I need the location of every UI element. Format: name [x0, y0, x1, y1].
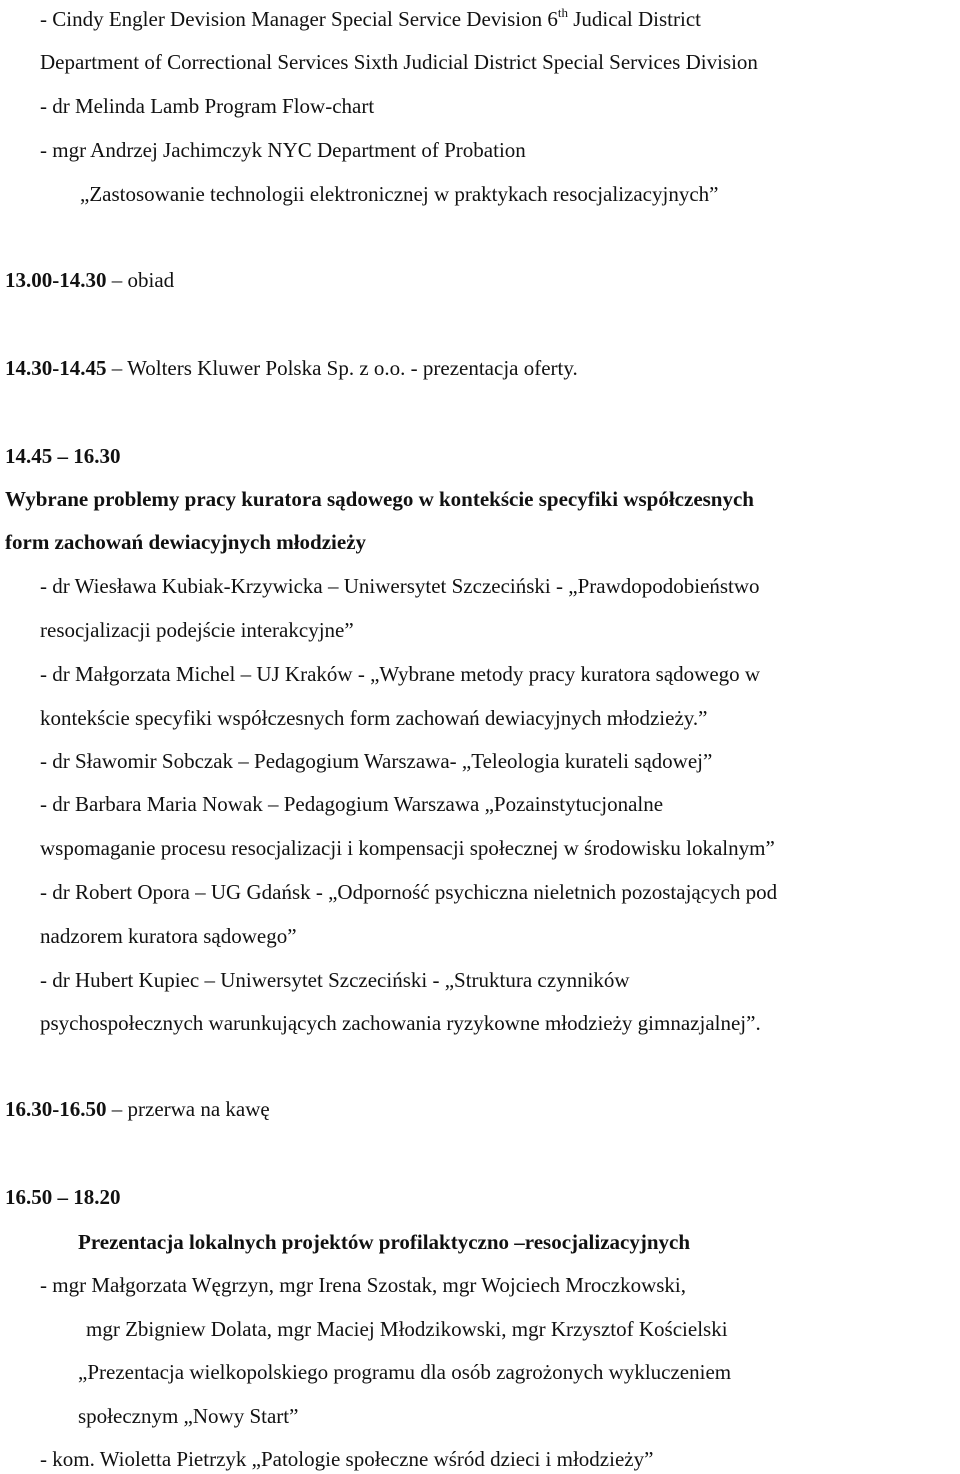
talk-pietrzyk: - kom. Wioletta Pietrzyk „Patologie społeczne wśród dzieci i młodzieży”: [40, 1447, 654, 1471]
session-lunch: [5, 270, 174, 291]
session-time: 14.30-14.45: [5, 356, 107, 380]
talk-kupiec-cont: psychospołecznych warunkujących zachowania ryzykowne młodzieży gimnazjalnej”.: [40, 1011, 761, 1035]
speaker-affiliation: Department of Correctional Services Sixth Judicial District Special Services Division: [40, 50, 758, 74]
session-coffee: [5, 1099, 270, 1120]
session-title-projects: Prezentacja lokalnych projektów profilaktyczno –resocjalizacyjnych: [78, 1230, 691, 1254]
session-text: – przerwa na kawę: [106, 1097, 270, 1121]
session-time-heading-2: 16.50 – 18.20: [5, 1185, 121, 1209]
speaker-line-engler: [40, 5, 701, 31]
talk-kubiak-cont: resocjalizacji podejście interakcyjne”: [40, 618, 354, 642]
talk-kubiak: - dr Wiesława Kubiak-Krzywicka – Uniwersytet Szczeciński - „Prawdopodobieństwo: [40, 574, 760, 598]
talk-michel: - dr Małgorzata Michel – UJ Kraków - „Wybrane metody pracy kuratora sądowego w: [40, 662, 761, 686]
session-time: 16.30-16.50: [5, 1097, 107, 1121]
speaker-line-lamb: - dr Melinda Lamb Program Flow-chart: [40, 94, 375, 118]
talk-wegrzyn: - mgr Małgorzata Węgrzyn, mgr Irena Szostak, mgr Wojciech Mroczkowski,: [40, 1273, 686, 1297]
talk-wegrzyn-cont-1: mgr Zbigniew Dolata, mgr Maciej Młodzikowski, mgr Krzysztof Kościelski: [86, 1317, 728, 1341]
talk-nowak: - dr Barbara Maria Nowak – Pedagogium Warszawa „Pozainstytucjonalne: [40, 792, 664, 816]
session-presentation: [5, 358, 578, 379]
session-text: – obiad: [106, 268, 175, 292]
session-title-line-1: Wybrane problemy pracy kuratora sądowego w kontekście specyfiki współczesnych: [5, 487, 754, 511]
session-time: 13.00-14.30: [5, 268, 107, 292]
talk-opora: - dr Robert Opora – UG Gdańsk - „Odporność psychiczna nieletnich pozostających pod: [40, 880, 778, 904]
superscript: th: [557, 5, 568, 20]
session-text: – Wolters Kluwer Polska Sp. z o.o. - prezentacja oferty.: [106, 356, 578, 380]
session-time-heading: 14.45 – 16.30: [5, 444, 121, 468]
talk-wegrzyn-title-cont: społecznym „Nowy Start”: [78, 1404, 299, 1428]
speaker-text-cont: Judical District: [568, 7, 701, 31]
session-title-line-2: form zachowań dewiacyjnych młodzieży: [5, 530, 367, 554]
talk-opora-cont: nadzorem kuratora sądowego”: [40, 924, 297, 948]
talk-michel-cont: kontekście specyfiki współczesnych form zachowań dewiacyjnych młodzieży.”: [40, 706, 708, 730]
talk-nowak-cont: wspomaganie procesu resocjalizacji i kompensacji społecznej w środowisku lokalnym”: [40, 836, 775, 860]
speaker-line-jachimczyk: - mgr Andrzej Jachimczyk NYC Department of Probation: [40, 138, 526, 162]
speaker-text: - Cindy Engler Devision Manager Special Service Devision 6: [40, 7, 558, 31]
talk-title: „Zastosowanie technologii elektronicznej w praktykach resocjalizacyjnych”: [80, 182, 719, 206]
talk-kupiec: - dr Hubert Kupiec – Uniwersytet Szczeciński - „Struktura czynników: [40, 968, 630, 992]
talk-sobczak: - dr Sławomir Sobczak – Pedagogium Warszawa- „Teleologia kurateli sądowej”: [40, 749, 713, 773]
talk-wegrzyn-title: „Prezentacja wielkopolskiego programu dla osób zagrożonych wykluczeniem: [78, 1360, 732, 1384]
